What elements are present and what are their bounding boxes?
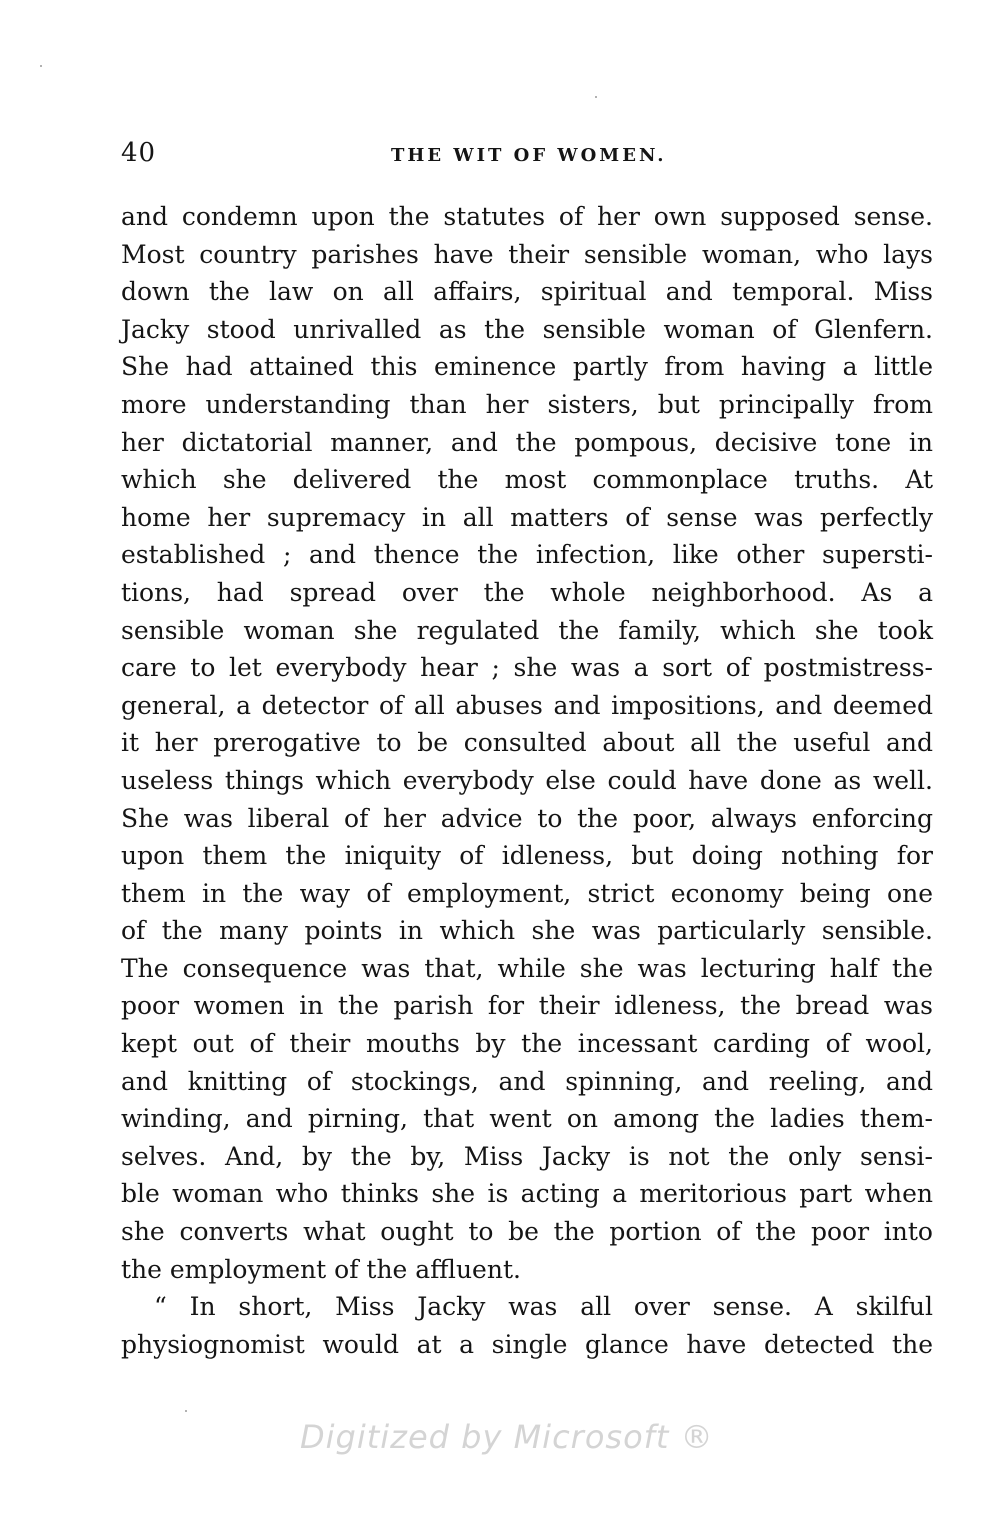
text-line: kept out of their mouths by the incessant carding of wool, bbox=[121, 1029, 933, 1059]
paragraph-start-line: “ In short, Miss Jacky was all over sense. A skilful bbox=[154, 1292, 933, 1322]
text-line: upon them the iniquity of idleness, but doing nothing for bbox=[121, 841, 933, 871]
text-line: and knitting of stockings, and spinning, and reeling, and bbox=[121, 1066, 933, 1096]
text-line: tions, had spread over the whole neighborhood. As a bbox=[121, 577, 933, 607]
scan-speck bbox=[40, 65, 42, 67]
text-line: poor women in the parish for their idleness, the bread was bbox=[121, 991, 933, 1021]
text-line: She had attained this eminence partly from having a little bbox=[121, 352, 933, 382]
text-line: She was liberal of her advice to the poor, always enforcing bbox=[121, 803, 933, 833]
text-line: selves. And, by the by, Miss Jacky is not the only sensi- bbox=[121, 1141, 933, 1171]
text-line: more understanding than her sisters, but principally from bbox=[121, 389, 933, 419]
scan-speck bbox=[595, 96, 597, 98]
text-line: Jacky stood unrivalled as the sensible woman of Glenfern. bbox=[121, 314, 933, 344]
text-line: ble woman who thinks she is acting a meritorious part when bbox=[121, 1179, 933, 1209]
text-line: them in the way of employment, strict economy being one bbox=[121, 878, 933, 908]
text-line: physiognomist would at a single glance have detected the bbox=[121, 1329, 933, 1359]
text-line: down the law on all affairs, spiritual and temporal. Miss bbox=[121, 277, 933, 307]
text-line: sensible woman she regulated the family, which she took bbox=[121, 615, 933, 645]
body-text bbox=[121, 198, 933, 1363]
text-line: winding, and pirning, that went on among the ladies them- bbox=[121, 1104, 933, 1134]
text-line: established ; and thence the infection, like other supersti- bbox=[121, 540, 933, 570]
text-line: and condemn upon the statutes of her own supposed sense. bbox=[121, 202, 933, 231]
text-line: it her prerogative to be consulted about all the useful and bbox=[121, 728, 933, 758]
text-line: home her supremacy in all matters of sense was perfectly bbox=[121, 502, 933, 532]
text-line: useless things which everybody else could have done as well. bbox=[121, 765, 933, 795]
scan-speck bbox=[185, 1410, 187, 1412]
scan-watermark: Digitized by Microsoft ® bbox=[300, 1418, 714, 1456]
page-number: 40 bbox=[121, 138, 157, 168]
paragraph-end-line: the employment of the affluent. bbox=[121, 1254, 521, 1284]
running-title: THE WIT OF WOMEN. bbox=[391, 145, 667, 166]
text-line: which she delivered the most commonplace truths. At bbox=[121, 465, 933, 495]
text-line: general, a detector of all abuses and impositions, and deemed bbox=[121, 690, 933, 720]
text-line: of the many points in which she was particularly sensible. bbox=[121, 916, 933, 946]
text-line: The consequence was that, while she was lecturing half the bbox=[121, 953, 933, 983]
running-head bbox=[121, 138, 933, 172]
text-line: care to let everybody hear ; she was a sort of postmistress- bbox=[121, 653, 933, 683]
text-line: her dictatorial manner, and the pompous, decisive tone in bbox=[121, 427, 933, 457]
text-line: she converts what ought to be the portion of the poor into bbox=[121, 1217, 933, 1247]
text-line: Most country parishes have their sensible woman, who lays bbox=[121, 239, 933, 269]
